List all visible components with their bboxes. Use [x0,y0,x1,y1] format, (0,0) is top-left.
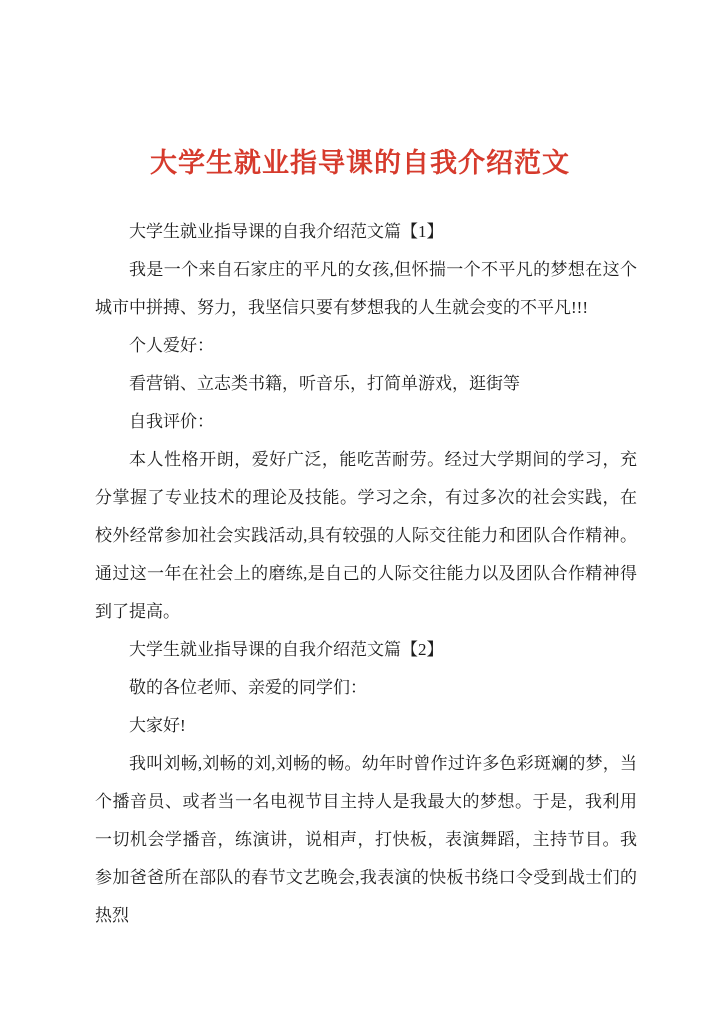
paragraph: 大家好! [129,716,186,735]
paragraph: 自我评价： [129,412,214,431]
paragraph: 个人爱好： [129,336,214,355]
section-heading: 大学生就业指导课的自我介绍范文篇【2】 [129,640,444,659]
section-heading: 大学生就业指导课的自我介绍范文篇【1】 [129,222,444,241]
document-body [95,213,637,935]
paragraph: 看营销、立志类书籍，听音乐，打简单游戏，逛街等 [129,374,520,393]
document-title: 大学生就业指导课的自我介绍范文 [150,148,570,178]
paragraph: 本人性格开朗，爱好广泛，能吃苦耐劳。经过大学期间的学习，充分掌握了专业技术的理论及技能。学习之余，有过多次的社会实践，在校外经常参加社会实践活动,具有较强的人际交往能力和团队合作精神。通过这一年在社会上的磨练,是自己的人际交往能力以及团队合作精神得到了提高。 [95,450,637,621]
paragraph: 敬的各位老师、亲爱的同学们： [129,678,367,697]
paragraph: 我是一个来自石家庄的平凡的女孩,但怀揣一个不平凡的梦想在这个城市中拼搏、努力，我坚信只要有梦想我的人生就会变的不平凡!!! [95,260,637,317]
paragraph: 我叫刘畅,刘畅的刘,刘畅的畅。幼年时曾作过许多色彩斑斓的梦，当个播音员、或者当一名电视节目主持人是我最大的梦想。于是，我利用一切机会学播音，练演讲，说相声，打快板，表演舞蹈，主持节目。我参加爸爸所在部队的春节文艺晚会,我表演的快板书绕口令受到战士们的热烈 [95,754,637,925]
